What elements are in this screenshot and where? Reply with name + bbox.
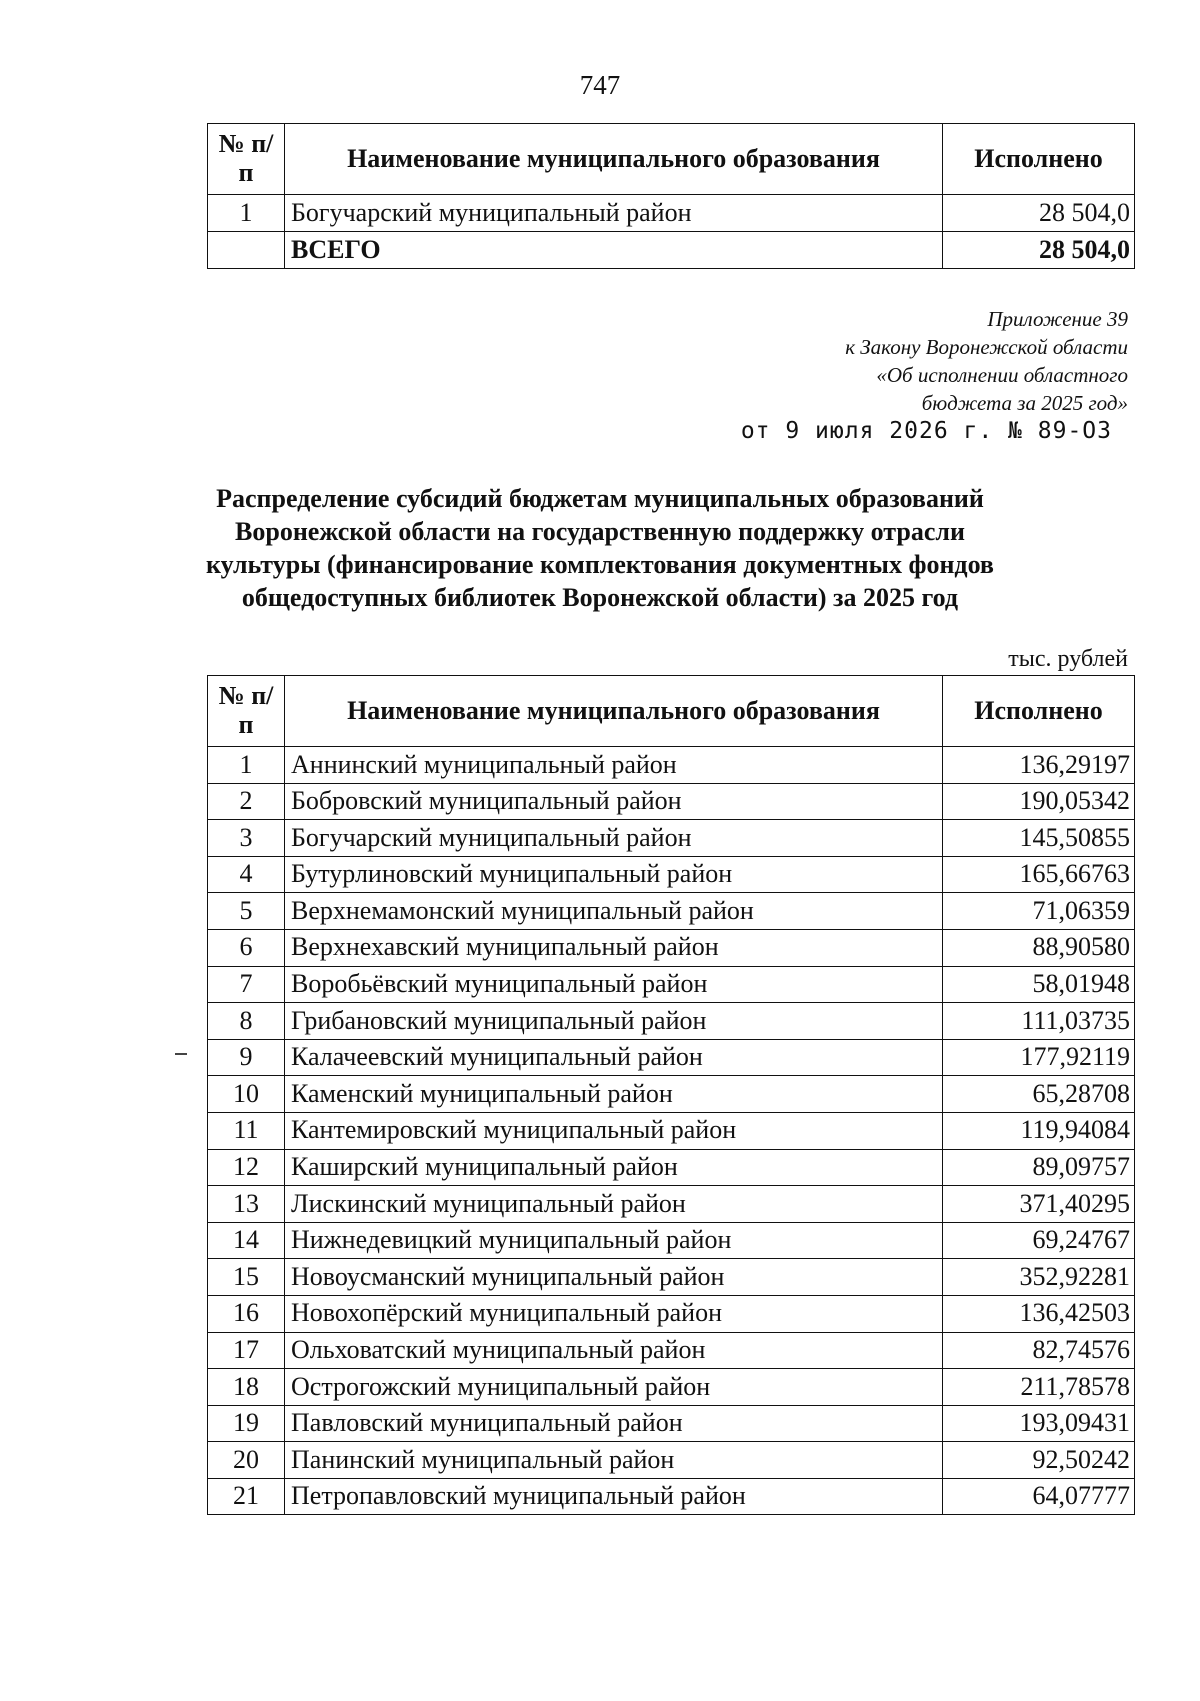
table-row [208, 1112, 1135, 1149]
row-name: Богучарский муниципальный район [285, 820, 943, 857]
appendix-line: «Об исполнении областного [876, 363, 1128, 387]
table-row [208, 1295, 1135, 1332]
row-value: 71,06359 [943, 893, 1135, 930]
row-number: 12 [208, 1149, 285, 1186]
appendix-block [845, 305, 1128, 417]
table-row [208, 1442, 1135, 1479]
units-label: тыс. рублей [1008, 646, 1128, 672]
document-title [0, 482, 1200, 614]
row-number: 9 [208, 1039, 285, 1076]
row-value: 136,42503 [943, 1295, 1135, 1332]
table-row [208, 966, 1135, 1003]
row-name: Бутурлиновский муниципальный район [285, 856, 943, 893]
row-name: Аннинский муниципальный район [285, 747, 943, 784]
table-row [208, 1259, 1135, 1296]
total-row-number-empty [208, 232, 285, 269]
row-value: 352,92281 [943, 1259, 1135, 1296]
row-number: 18 [208, 1369, 285, 1406]
subsidies-table-body [208, 747, 1135, 1515]
row-value: 136,29197 [943, 747, 1135, 784]
row-name: Ольховатский муниципальный район [285, 1332, 943, 1369]
row-name: Кантемировский муниципальный район [285, 1112, 943, 1149]
row-name: Нижнедевицкий муниципальный район [285, 1222, 943, 1259]
row-name: Петропавловский муниципальный район [285, 1478, 943, 1515]
row-value: 145,50855 [943, 820, 1135, 857]
title-line: общедоступных библиотек Воронежской области) за 2025 год [241, 583, 959, 612]
row-value: 119,94084 [943, 1112, 1135, 1149]
row-name: Калачеевский муниципальный район [285, 1039, 943, 1076]
row-value: 165,66763 [943, 856, 1135, 893]
row-value: 371,40295 [943, 1186, 1135, 1223]
table-row [208, 856, 1135, 893]
table-row [208, 1222, 1135, 1259]
table-row [208, 1039, 1135, 1076]
row-value: 177,92119 [943, 1039, 1135, 1076]
row-value: 64,07777 [943, 1478, 1135, 1515]
title-line: культуры (финансирование комплектования документных фондов [206, 550, 994, 579]
column-header-executed: Исполнено [943, 124, 1135, 195]
subsidies-table [207, 675, 1135, 1515]
row-number: 15 [208, 1259, 285, 1296]
row-value: 111,03735 [943, 1003, 1135, 1040]
appendix-line: Приложение 39 [987, 307, 1128, 331]
table-row [208, 1186, 1135, 1223]
row-name: Верхнехавский муниципальный район [285, 929, 943, 966]
margin-mark [175, 1053, 187, 1055]
row-number: 1 [208, 195, 285, 232]
title-line: Воронежской области на государственную поддержку отрасли [235, 517, 965, 546]
row-number: 11 [208, 1112, 285, 1149]
column-header-number: № п/п [208, 676, 285, 747]
row-number: 21 [208, 1478, 285, 1515]
row-value: 190,05342 [943, 783, 1135, 820]
total-value: 28 504,0 [943, 232, 1135, 269]
table-row [208, 1405, 1135, 1442]
table-row [208, 1149, 1135, 1186]
row-number: 17 [208, 1332, 285, 1369]
row-value: 193,09431 [943, 1405, 1135, 1442]
row-number: 14 [208, 1222, 285, 1259]
total-row [208, 232, 1135, 269]
row-value: 65,28708 [943, 1076, 1135, 1113]
page-number: 747 [579, 70, 621, 100]
row-name: Каменский муниципальный район [285, 1076, 943, 1113]
row-value: 211,78578 [943, 1369, 1135, 1406]
table-row [208, 747, 1135, 784]
row-name: Богучарский муниципальный район [285, 195, 943, 232]
continuation-table [207, 123, 1135, 269]
table-row [208, 820, 1135, 857]
appendix-line: к Закону Воронежской области [845, 335, 1128, 359]
total-label: ВСЕГО [285, 232, 943, 269]
table-header-row [208, 124, 1135, 195]
row-number: 1 [208, 747, 285, 784]
row-name: Бобровский муниципальный район [285, 783, 943, 820]
table-row [208, 1369, 1135, 1406]
row-number: 20 [208, 1442, 285, 1479]
appendix-line: бюджета за 2025 год» [921, 391, 1128, 415]
column-header-name: Наименование муниципального образования [285, 676, 943, 747]
row-name: Верхнемамонский муниципальный район [285, 893, 943, 930]
row-value: 92,50242 [943, 1442, 1135, 1479]
row-value: 28 504,0 [943, 195, 1135, 232]
row-name: Новоусманский муниципальный район [285, 1259, 943, 1296]
row-value: 82,74576 [943, 1332, 1135, 1369]
row-value: 89,09757 [943, 1149, 1135, 1186]
row-number: 6 [208, 929, 285, 966]
row-name: Острогожский муниципальный район [285, 1369, 943, 1406]
title-line: Распределение субсидий бюджетам муниципальных образований [216, 484, 984, 513]
column-header-executed: Исполнено [943, 676, 1135, 747]
table-row [208, 1332, 1135, 1369]
row-number: 8 [208, 1003, 285, 1040]
row-name: Новохопёрский муниципальный район [285, 1295, 943, 1332]
row-name: Каширский муниципальный район [285, 1149, 943, 1186]
row-number: 2 [208, 783, 285, 820]
table-row [208, 1003, 1135, 1040]
row-name: Грибановский муниципальный район [285, 1003, 943, 1040]
column-header-name: Наименование муниципального образования [285, 124, 943, 195]
table-row [208, 893, 1135, 930]
table-row [208, 929, 1135, 966]
row-number: 19 [208, 1405, 285, 1442]
row-name: Панинский муниципальный район [285, 1442, 943, 1479]
table-row [208, 195, 1135, 232]
row-number: 16 [208, 1295, 285, 1332]
row-value: 58,01948 [943, 966, 1135, 1003]
table-row [208, 1076, 1135, 1113]
table-row [208, 783, 1135, 820]
row-name: Воробьёвский муниципальный район [285, 966, 943, 1003]
row-value: 69,24767 [943, 1222, 1135, 1259]
row-number: 3 [208, 820, 285, 857]
row-name: Лискинский муниципальный район [285, 1186, 943, 1223]
appendix-date-stamp: от 9 июля 2026 г. № 89-ОЗ [740, 418, 1112, 444]
row-number: 10 [208, 1076, 285, 1113]
column-header-number: № п/п [208, 124, 285, 195]
row-number: 13 [208, 1186, 285, 1223]
row-number: 4 [208, 856, 285, 893]
row-name: Павловский муниципальный район [285, 1405, 943, 1442]
row-value: 88,90580 [943, 929, 1135, 966]
table-row [208, 1478, 1135, 1515]
row-number: 7 [208, 966, 285, 1003]
row-number: 5 [208, 893, 285, 930]
table-header-row [208, 676, 1135, 747]
